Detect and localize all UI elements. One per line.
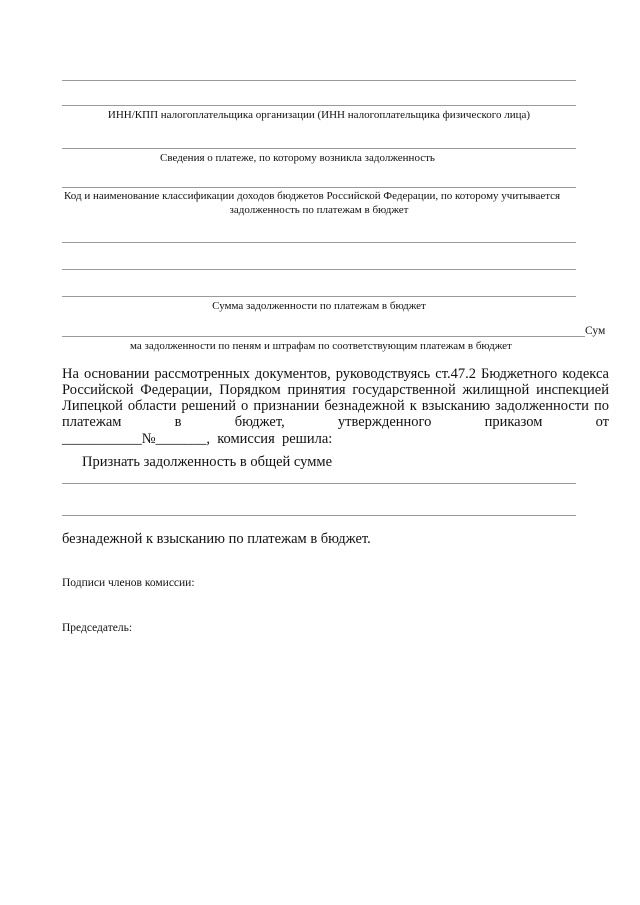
decision-line [62,431,332,447]
payment-info-caption: Сведения о платеже, по которому возникла задолженность [160,152,435,164]
blank-line [62,80,576,81]
blank-line [62,296,576,297]
penalty-line [62,336,585,337]
blank-line [62,269,576,270]
debt-sum-caption: Сумма задолженности по платежам в бюджет [212,300,426,312]
date-blank: ___________ [62,431,142,447]
blank-line [62,148,576,149]
inn-caption: ИНН/КПП налогоплательщика организации (ИНН налогоплательщика физического лица) [107,109,531,121]
penalty-prefix: Сум [585,325,606,337]
penalty-caption: ма задолженности по пеням и штрафам по соответствующим платежам в бюджет [130,340,512,352]
recognize-text: Признать задолженность в общей сумме [82,454,333,470]
blank-line [62,242,576,243]
main-paragraph: На основании рассмотренных документов, руководствуясь ст.47.2 Бюджетного кодекса Российской Федерации, Порядком принятия государственной жилищной инспекцией Липецкой области решений о признании безнадежной к взысканию задолженности по платежам в бюджет, утвержденного приказом от [62,366,609,430]
blank-line [62,515,576,516]
decision-text: , комиссия решила: [206,431,333,447]
members-signature-label: Подписи членов комиссии: [62,577,195,589]
blank-line [62,483,576,484]
number-blank: №_______ [141,431,207,447]
blank-line [62,187,576,188]
hopeless-text: безнадежной к взысканию по платежам в бюджет. [62,531,371,547]
chairman-label: Председатель: [62,622,133,634]
kbk-caption-line1: Код и наименование классификации доходов бюджетов Российской Федерации, по которому учитывается [64,190,561,202]
kbk-caption-line2: задолженность по платежам в бюджет [229,204,409,216]
blank-line [62,105,576,106]
